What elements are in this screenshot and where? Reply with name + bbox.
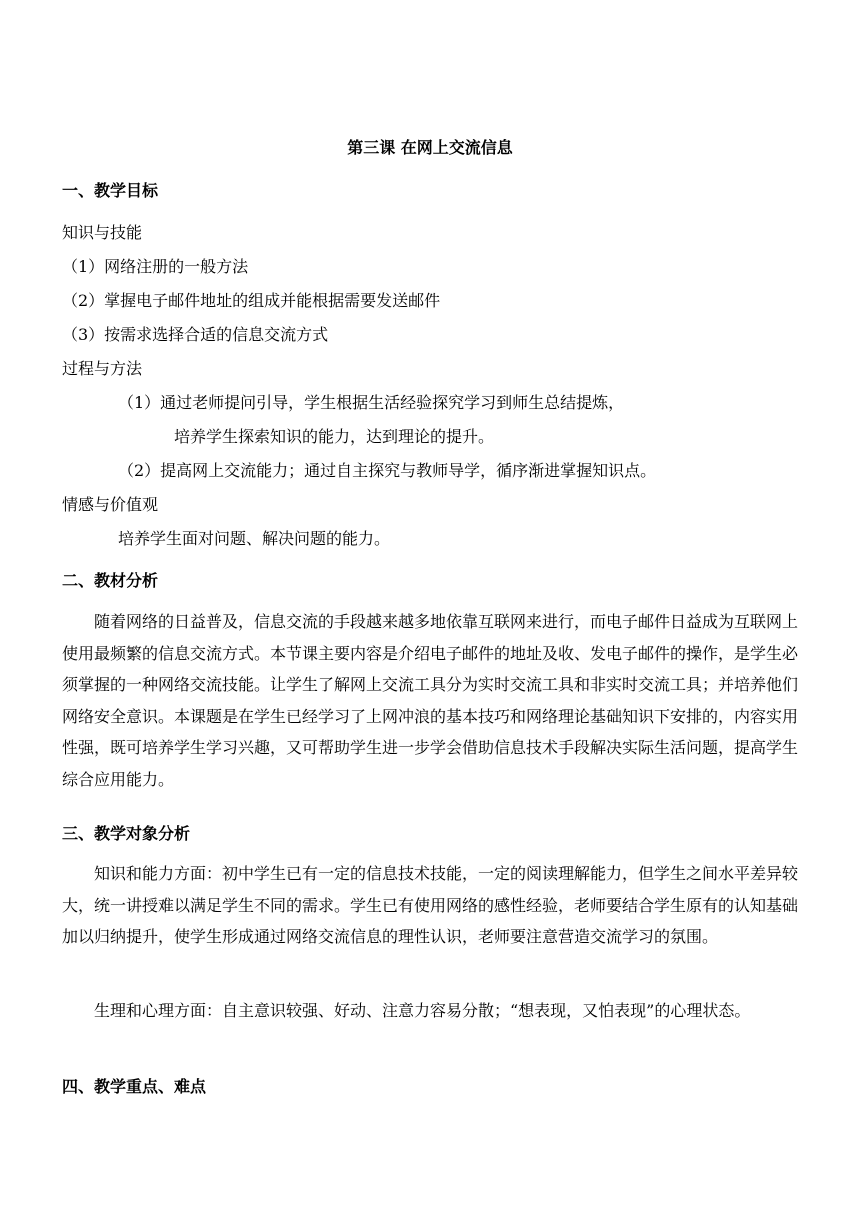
materials-analysis-paragraph: 随着网络的日益普及，信息交流的手段越来越多地依靠互联网来进行，而电子邮件日益成为互联网上使用最频繁的信息交流方式。本节课主要内容是介绍电子邮件的地址及收、发电子邮件的操作，是学生必须掌握的一种网络交流技能。让学生了解网上交流工具分为实时交流工具和非实时交流工具；并培养他们网络安全意识。本课题是在学生已经学习了上网冲浪的基本技巧和网络理论基础知识下安排的，内容实用性强，既可培养学生学习兴趣，又可帮助学生进一步学会借助信息技术手段解决实际生活问题，提高学生综合应用能力。 [62, 612, 799, 789]
knowledge-skills-label: 知识与技能 [62, 223, 143, 242]
students-knowledge-paragraph: 知识和能力方面：初中学生已有一定的信息技术技能，一定的阅读理解能力，但学生之间水平差异较大，统一讲授难以满足学生不同的需求。学生已有使用网络的感性经验，老师要结合学生原有的认知基础加以归纳提升，使学生形成通过网络交流信息的理性认识，老师要注意营造交流学习的氛围。 [62, 864, 799, 946]
emotion-item: 培养学生面对问题、解决问题的能力。 [118, 529, 391, 548]
process-item-1-line-1: （1）通过老师提问引导，学生根据生活经验探究学习到师生总结提炼， [118, 393, 625, 412]
process-methods-label: 过程与方法 [62, 359, 143, 378]
section-heading-objectives: 一、教学目标 [62, 181, 159, 200]
knowledge-item-1: （1）网络注册的一般方法 [62, 257, 249, 276]
knowledge-item-2: （2）掌握电子邮件地址的组成并能根据需要发送邮件 [62, 291, 441, 310]
knowledge-item-3: （3）按需求选择合适的信息交流方式 [62, 325, 329, 344]
section-heading-materials: 二、教材分析 [62, 571, 159, 590]
process-item-1-line-2: 培养学生探索知识的能力，达到理论的提升。 [174, 427, 495, 446]
page-title: 第三课 在网上交流信息 [347, 138, 513, 157]
section-heading-students: 三、教学对象分析 [62, 824, 191, 843]
process-item-2: （2）提高网上交流能力；通过自主探究与教师导学，循序渐进掌握知识点。 [118, 461, 657, 480]
emotion-values-label: 情感与价值观 [62, 495, 159, 514]
section-heading-key-points: 四、教学重点、难点 [62, 1077, 207, 1096]
students-psychology-paragraph: 生理和心理方面：自主意识较强、好动、注意力容易分散；“想表现，又怕表现”的心理状态。 [94, 1001, 751, 1020]
